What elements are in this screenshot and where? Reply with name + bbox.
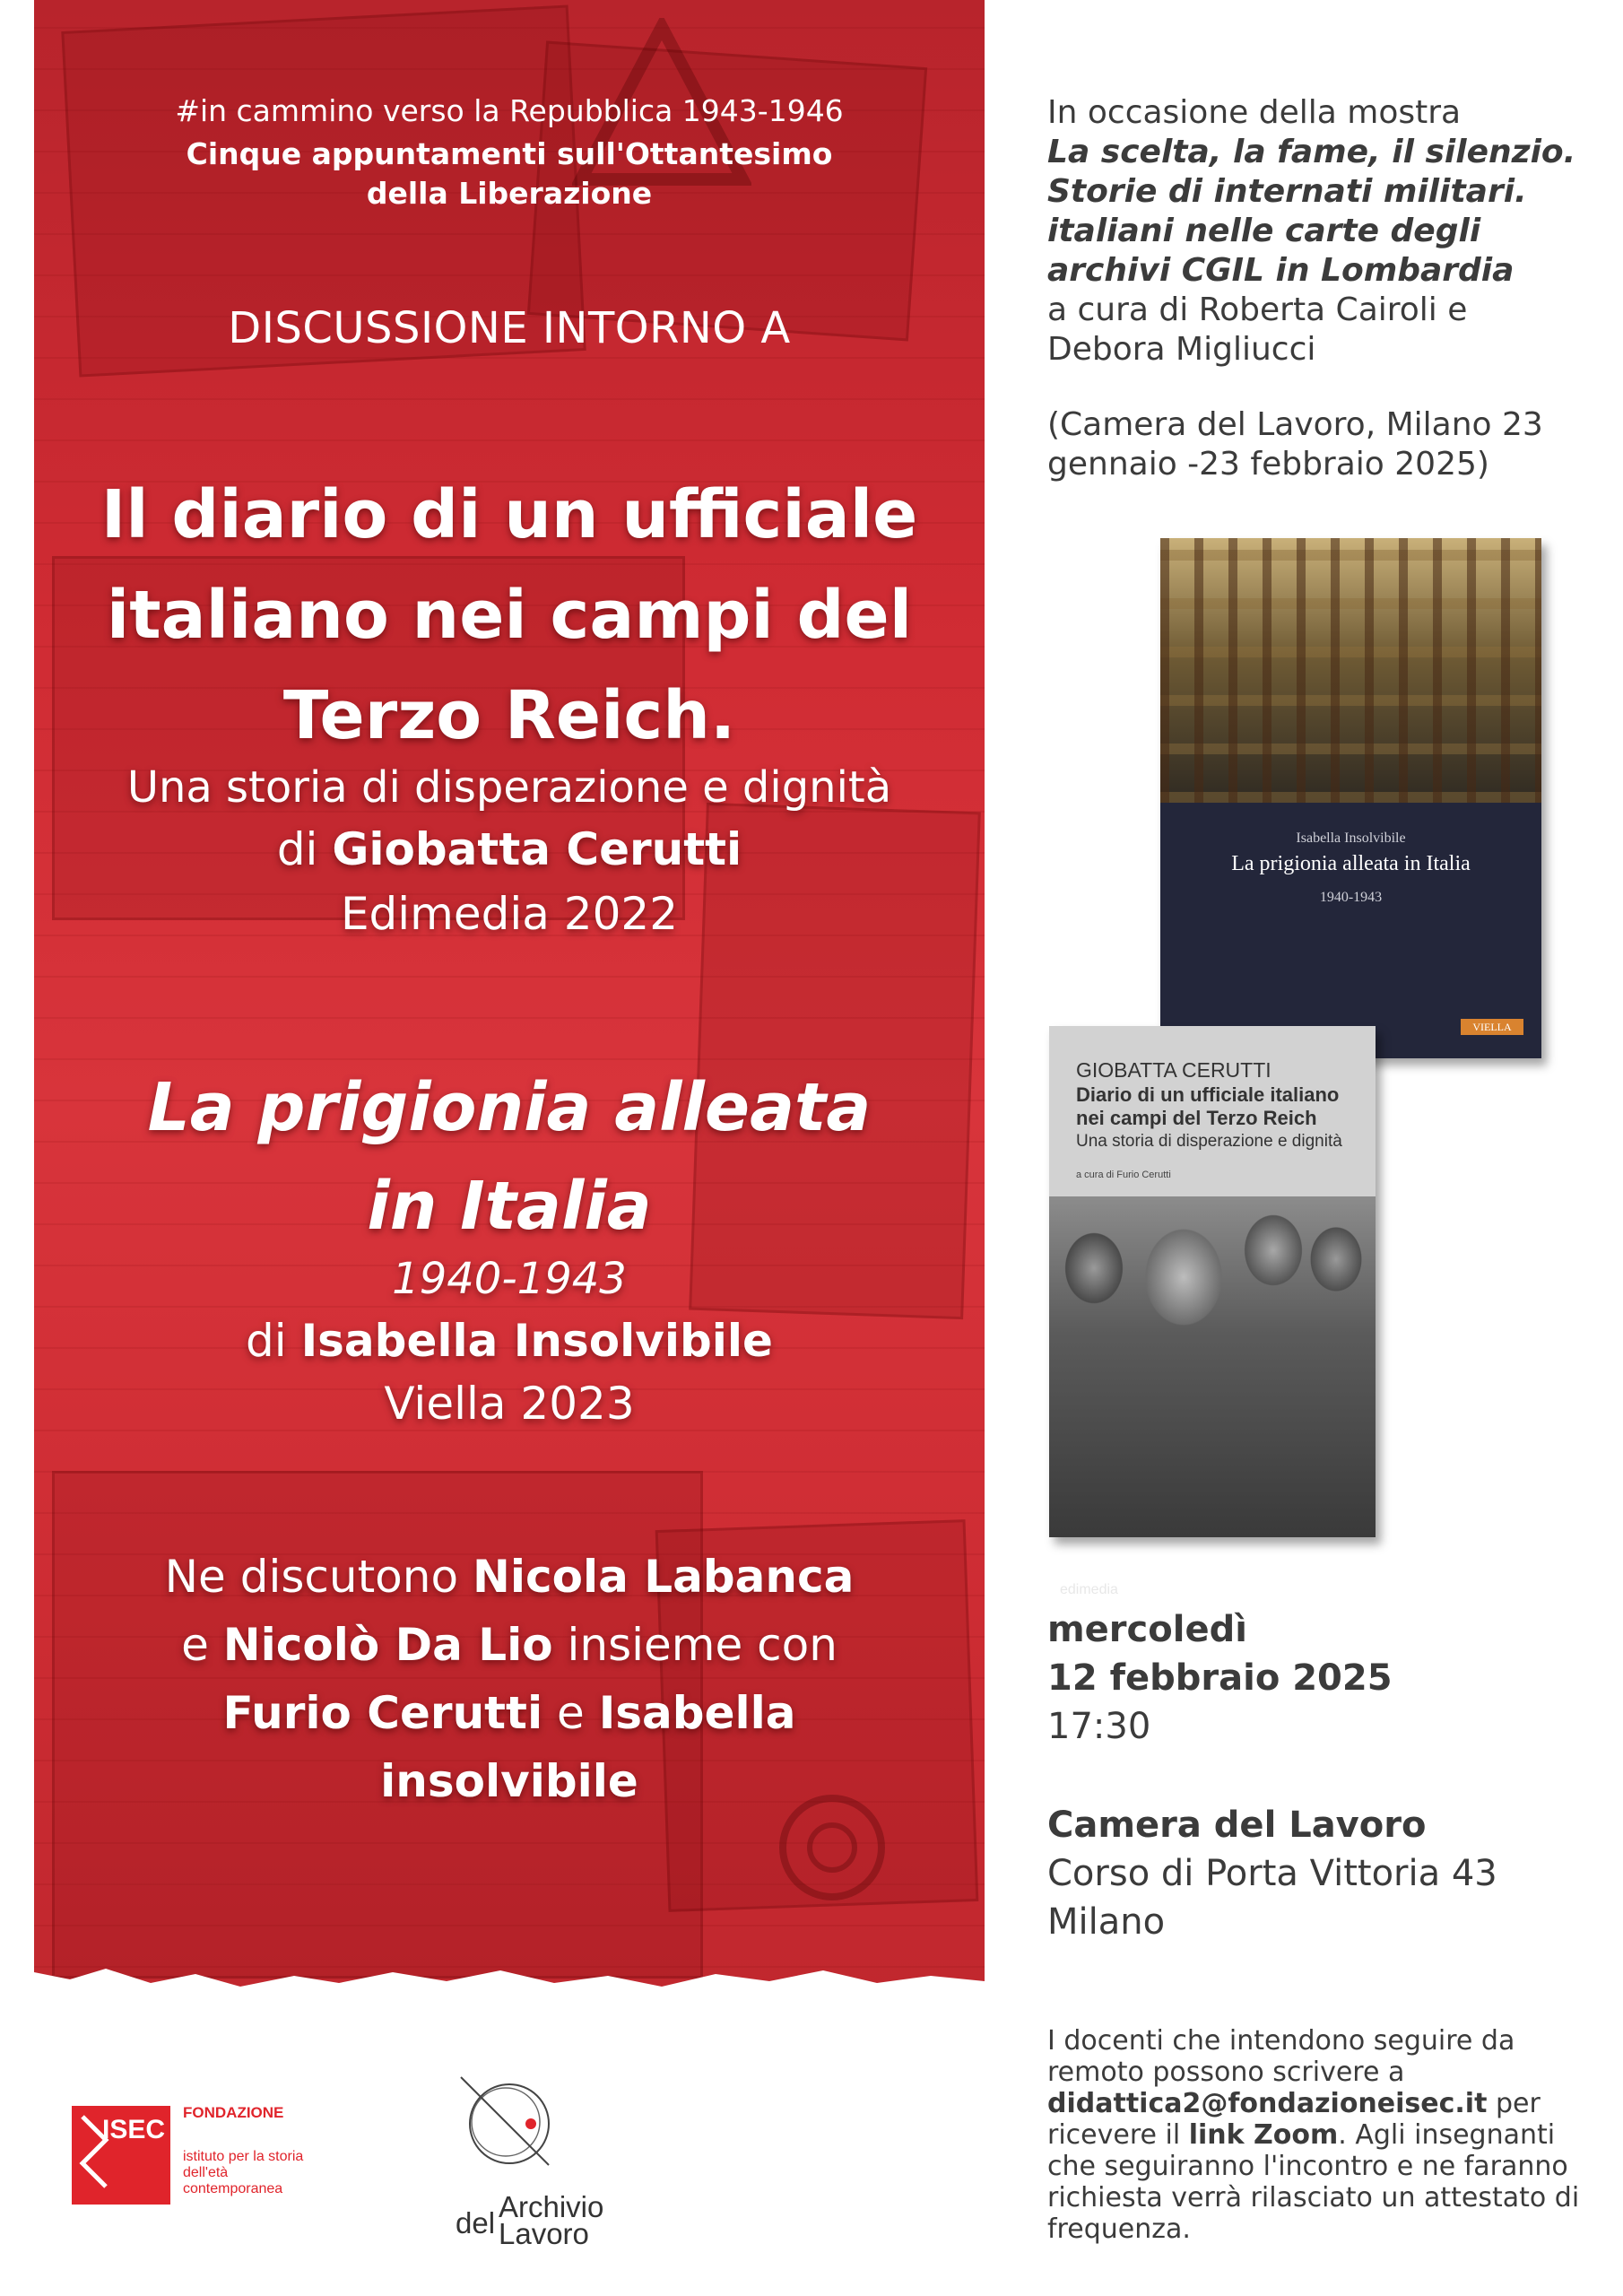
- book-cover-diario: [1049, 1026, 1376, 1597]
- occasion-intro: In occasione della mostra: [1047, 94, 1462, 131]
- isec-logo-text: ISEC: [102, 2115, 166, 2144]
- discussant-name: Furio Cerutti: [222, 1687, 543, 1739]
- isec-brand: FONDAZIONE: [183, 2104, 284, 2121]
- book2-years: 1940-1943: [392, 1254, 627, 1304]
- cover-subtitle: Una storia di disperazione e dignità: [1076, 1132, 1342, 1151]
- cover-photo: [1049, 1196, 1376, 1597]
- book2-title-line1: La prigionia alleata: [147, 1069, 872, 1146]
- cover-publisher-badge: VIELLA: [1461, 1019, 1523, 1035]
- discussion-header: DISCUSSIONE INTORNO A: [228, 303, 791, 353]
- event-day: mercoledì: [1047, 1609, 1247, 1650]
- event-time: 17:30: [1047, 1706, 1151, 1747]
- discussant-name: Isabella insolvibile: [380, 1687, 796, 1807]
- cover-painting: [1160, 538, 1541, 803]
- author-prefix: di: [276, 823, 318, 875]
- archivio-line2: Lavoro: [499, 2217, 589, 2250]
- archivio-logo-icon: [456, 2072, 554, 2170]
- zoom-link: link Zoom: [1188, 2119, 1339, 2151]
- author-name: Isabella Insolvibile: [300, 1315, 773, 1367]
- cover-author: Isabella Insolvibile: [1296, 831, 1406, 846]
- red-poster-panel: [34, 0, 985, 2009]
- cover-title: Diario di un ufficiale italiano nei campi del Terzo Reich: [1076, 1083, 1340, 1129]
- cover-author: GIOBATTA CERUTTI: [1076, 1058, 1271, 1082]
- book1-author: [34, 823, 985, 875]
- archivio-prefix: del: [456, 2206, 496, 2239]
- discussants-text: insieme con: [567, 1619, 838, 1671]
- teacher-info: [1047, 2025, 1603, 2245]
- isec-description: istituto per la storia dell'età contemporanea: [183, 2149, 304, 2196]
- series-tagline: #in cammino verso la Repubblica 1943-1946: [175, 93, 844, 128]
- discussant-name: Nicolò Da Lio: [222, 1619, 553, 1671]
- discussants: [34, 1543, 985, 1815]
- exhibition-curators: a cura di Roberta Cairoli e Debora Migliucci: [1047, 291, 1468, 368]
- series-subtitle: Cinque appuntamenti sull'Ottantesimo della Liberazione: [186, 136, 833, 211]
- exhibition-venue-dates: (Camera del Lavoro, Milano 23 gennaio -23 febbraio 2025): [1047, 406, 1543, 483]
- cover-years: 1940-1943: [1319, 890, 1383, 905]
- book2-author: [34, 1315, 985, 1367]
- book1-publisher: Edimedia 2022: [340, 888, 679, 940]
- torn-paper-edge: [34, 1956, 985, 2009]
- cover-title: La prigionia alleata in Italia: [1231, 852, 1471, 875]
- book-cover-prigionia: [1160, 538, 1541, 1058]
- discussants-text: e: [557, 1687, 585, 1739]
- book1-title: Il diario di un ufficiale italiano nei campi del Terzo Reich.: [100, 476, 918, 754]
- isec-logo: [72, 2106, 170, 2205]
- cover-publisher: edimedia: [1060, 1582, 1118, 1597]
- venue-address: Corso di Porta Vittoria 43: [1047, 1853, 1497, 1894]
- venue-name: Camera del Lavoro: [1047, 1805, 1427, 1846]
- archivio-line1: Archivio: [499, 2190, 604, 2223]
- info-text: I docenti che intendono seguire da remoto possono scrivere a: [1047, 2025, 1515, 2088]
- info-text: . Agli insegnanti che seguiranno l'incontro e ne faranno richiesta verrà rilasciato un attestato di frequenza.: [1047, 2119, 1580, 2245]
- discussants-text: e: [181, 1619, 209, 1671]
- info-text: per ricevere il: [1047, 2088, 1541, 2151]
- cover-editor: a cura di Furio Cerutti: [1076, 1170, 1171, 1180]
- contact-email-link[interactable]: didattica2@fondazioneisec.it: [1047, 2088, 1488, 2119]
- discussants-text: Ne discutono: [164, 1551, 459, 1603]
- discussant-name: Nicola Labanca: [472, 1551, 855, 1603]
- venue-city: Milano: [1047, 1901, 1166, 1943]
- author-prefix: di: [246, 1315, 287, 1367]
- book2-title: [34, 1058, 985, 1256]
- author-name: Giobatta Cerutti: [332, 823, 742, 875]
- book2-title-line2: in Italia: [367, 1168, 652, 1245]
- book2-publisher: Viella 2023: [384, 1378, 635, 1430]
- exhibition-title: La scelta, la fame, il silenzio. Storie di internati militari. italiani nelle carte degli archivi CGIL in Lombardia: [1047, 134, 1576, 289]
- book1-subtitle: Una storia di disperazione e dignità: [126, 762, 892, 813]
- event-date: 12 febbraio 2025: [1047, 1657, 1393, 1699]
